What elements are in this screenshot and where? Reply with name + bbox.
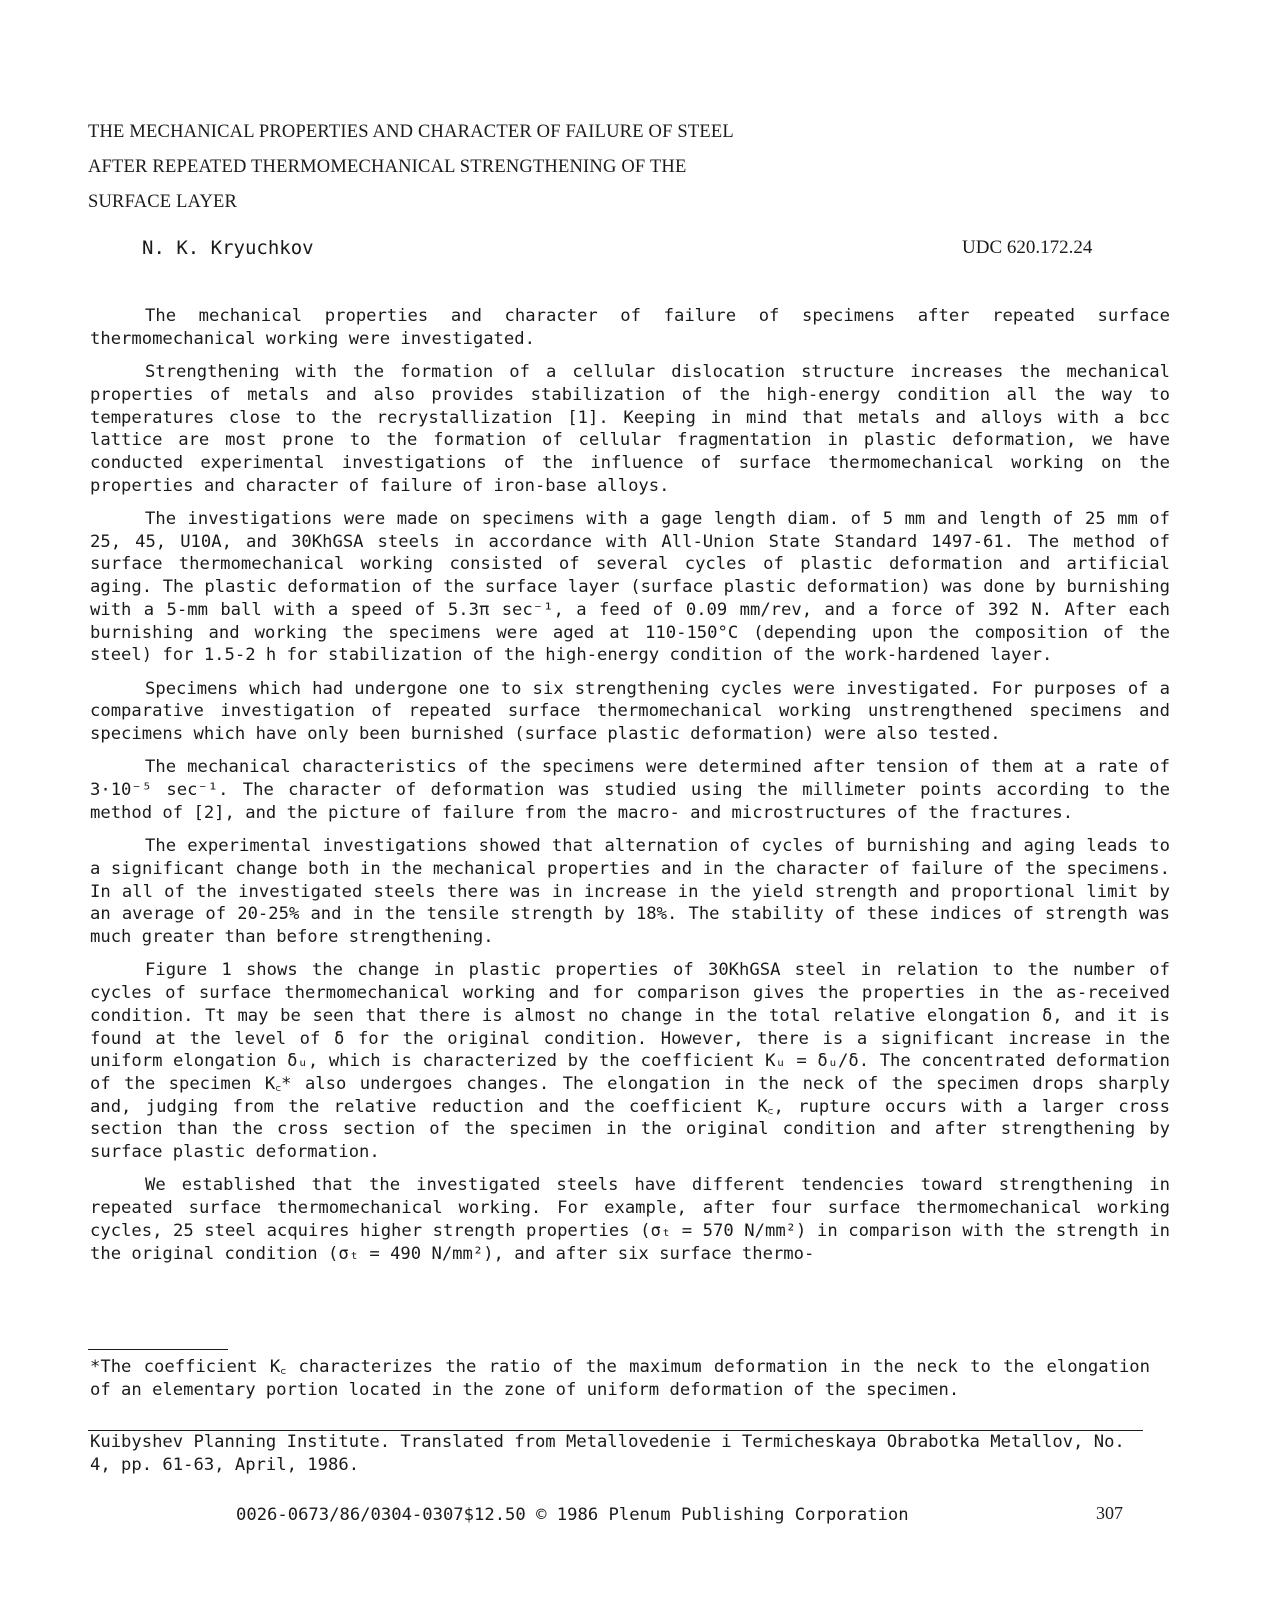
body-paragraph: We established that the investigated steels have different tendencies toward strengthening in repeated surface thermomechanical working. For example, after four surface thermomechanical working cycles, 25 steel acquires higher strength properties (σₜ = 570 N/mm²) in comparison with the strength in the original condition (σₜ = 490 N/mm²), and after six surface thermo- — [90, 1175, 1170, 1264]
title-line-1: THE MECHANICAL PROPERTIES AND CHARACTER OF FAILURE OF STEEL — [88, 122, 734, 142]
article-body — [90, 305, 1170, 1276]
footnote: *The coefficient K꜀ characterizes the ratio of the maximum deformation in the neck to the elongation of an elementary portion located in the zone of uniform deformation of the specimen. — [90, 1357, 1150, 1400]
footnote-divider — [88, 1349, 228, 1350]
body-paragraph: The mechanical characteristics of the specimens were determined after tension of them at a rate of 3·10⁻⁵ sec⁻¹. The character of deformation was studied using the millimeter points according to the method of [2], and the picture of failure from the macro- and microstructures of the fractures. — [90, 757, 1170, 823]
affiliation-text: Kuibyshev Planning Institute. Translated from Metallovedenie i Termicheskaya Obrabotka Metallov, No. 4, pp. 61-63, April, 1986. — [90, 1432, 1125, 1475]
body-paragraph: Figure 1 shows the change in plastic properties of 30KhGSA steel in relation to the number of cycles of surface thermomechanical working and for comparison gives the properties in the as-received condition. Tt may be seen that there is almost no change in the total relative elongation δ, and it is found at the level of δ for the original condition. However, there is a significant increase in the uniform elongation δᵤ, which is characterized by the coefficient Kᵤ = δᵤ/δ. The concentrated deformation of the specimen K꜀* also undergoes changes. The elongation in the neck of the specimen drops sharply and, judging from the relative reduction and the coefficient K꜀, rupture occurs with a larger cross section than the cross section of the specimen in the original condition and after strengthening by surface plastic deformation. — [90, 960, 1170, 1163]
abstract-paragraph: The mechanical properties and character of failure of specimens after repeated surface thermomechanical working were investigated. — [90, 306, 1170, 349]
title-line-3: SURFACE LAYER — [88, 192, 238, 212]
author-name: N. K. Kryuchkov — [142, 237, 314, 259]
body-paragraph: Strengthening with the formation of a cellular dislocation structure increases the mechanical properties of metals and also provides stabilization of the high-energy condition all the way to temperatures close to the recrystallization [1]. Keeping in mind that metals and alloys with a bcc lattice are most prone to the formation of cellular fragmentation in plastic deformation, we have conducted experimental investigations of the influence of surface thermomechanical working on the properties and character of failure of iron-base alloys. — [90, 362, 1170, 496]
copyright-line: 0026-0673/86/0304-0307$12.50 © 1986 Plenum Publishing Corporation — [236, 1505, 909, 1525]
affiliation-note — [90, 1431, 1150, 1476]
udc-code: UDC 620.172.24 — [962, 237, 1093, 258]
page-number: 307 — [1096, 1503, 1123, 1523]
body-paragraph: Specimens which had undergone one to six strengthening cycles were investigated. For purposes of a comparative investigation of repeated surface thermomechanical working unstrengthened specimens and specimens which have only been burnished (surface plastic deformation) were also tested. — [90, 678, 1170, 745]
body-paragraph: The experimental investigations showed that alternation of cycles of burnishing and aging leads to a significant change both in the mechanical properties and in the character of failure of the specimens. In all of the investigated steels there was in increase in the yield strength and proportional limit by an average of 20-25% and in the tensile strength by 18%. The stability of these indices of strength was much greater than before strengthening. — [90, 836, 1170, 948]
title-line-2: AFTER REPEATED THERMOMECHANICAL STRENGTHENING OF THE — [88, 157, 687, 177]
body-paragraph: The investigations were made on specimens with a gage length diam. of 5 mm and length of 25 mm of 25, 45, U10A, and 30KhGSA steels in accordance with All-Union State Standard 1497-61. The method of surface thermomechanical working consisted of several cycles of plastic deformation and artificial aging. The plastic deformation of the surface layer (surface plastic deformation) was done by burnishing with a 5-mm ball with a speed of 5.3π sec⁻¹, a feed of 0.09 mm/rev, and a force of 392 N. After each burnishing and working the specimens were aged at 110-150°C (depending upon the composition of the steel) for 1.5-2 h for stabilization of the high-energy condition of the work-hardened layer. — [90, 509, 1170, 666]
